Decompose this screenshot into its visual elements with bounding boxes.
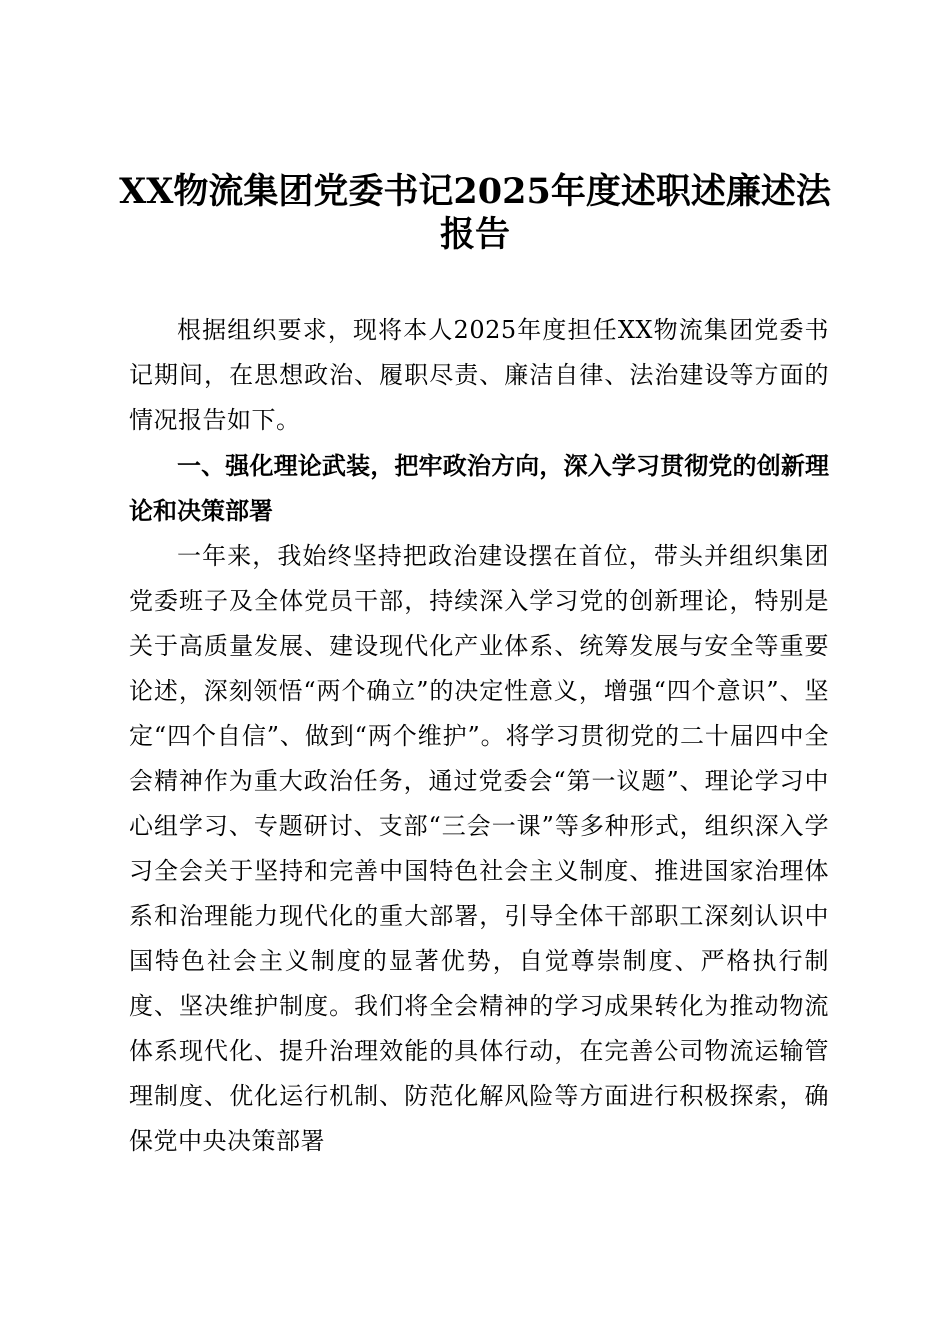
section-paragraph-1: 一年来，我始终坚持把政治建设摆在首位，带头并组织集团党委班子及全体党员干部，持续深入学习党的创新理论，特别是关于高质量发展、建设现代化产业体系、统筹发展与安全等重要论述，深刻领悟“两个确立”的决定性意义，增强“四个意识”、坚定“四个自信”、做到“两个维护”。将学习贯彻党的二十届四中全会精神作为重大政治任务，通过党委会“第一议题”、理论学习中心组学习、专题研讨、支部“三会一课”等多种形式，组织深入学习全会关于坚持和完善中国特色社会主义制度、推进国家治理体系和治理能力现代化的重大部署，引导全体干部职工深刻认识中国特色社会主义制度的显著优势，自觉尊崇制度、严格执行制度、坚决维护制度。我们将全会精神的学习成果转化为推动物流体系现代化、提升治理效能的具体行动，在完善公司物流运输管理制度、优化运行机制、防范化解风险等方面进行积极探索，确保党中央决策部署	[129, 542, 829, 1155]
section-heading-1: 一、强化理论武装，把牢政治方向，深入学习贯彻党的创新理论和决策部署	[129, 452, 829, 525]
document-title: XX物流集团党委书记2025年度述职述廉述法报告	[119, 171, 831, 255]
intro-paragraph: 根据组织要求，现将本人2025年度担任XX物流集团党委书记期间，在思想政治、履职尽责、廉洁自律、法治建设等方面的情况报告如下。	[129, 316, 829, 434]
